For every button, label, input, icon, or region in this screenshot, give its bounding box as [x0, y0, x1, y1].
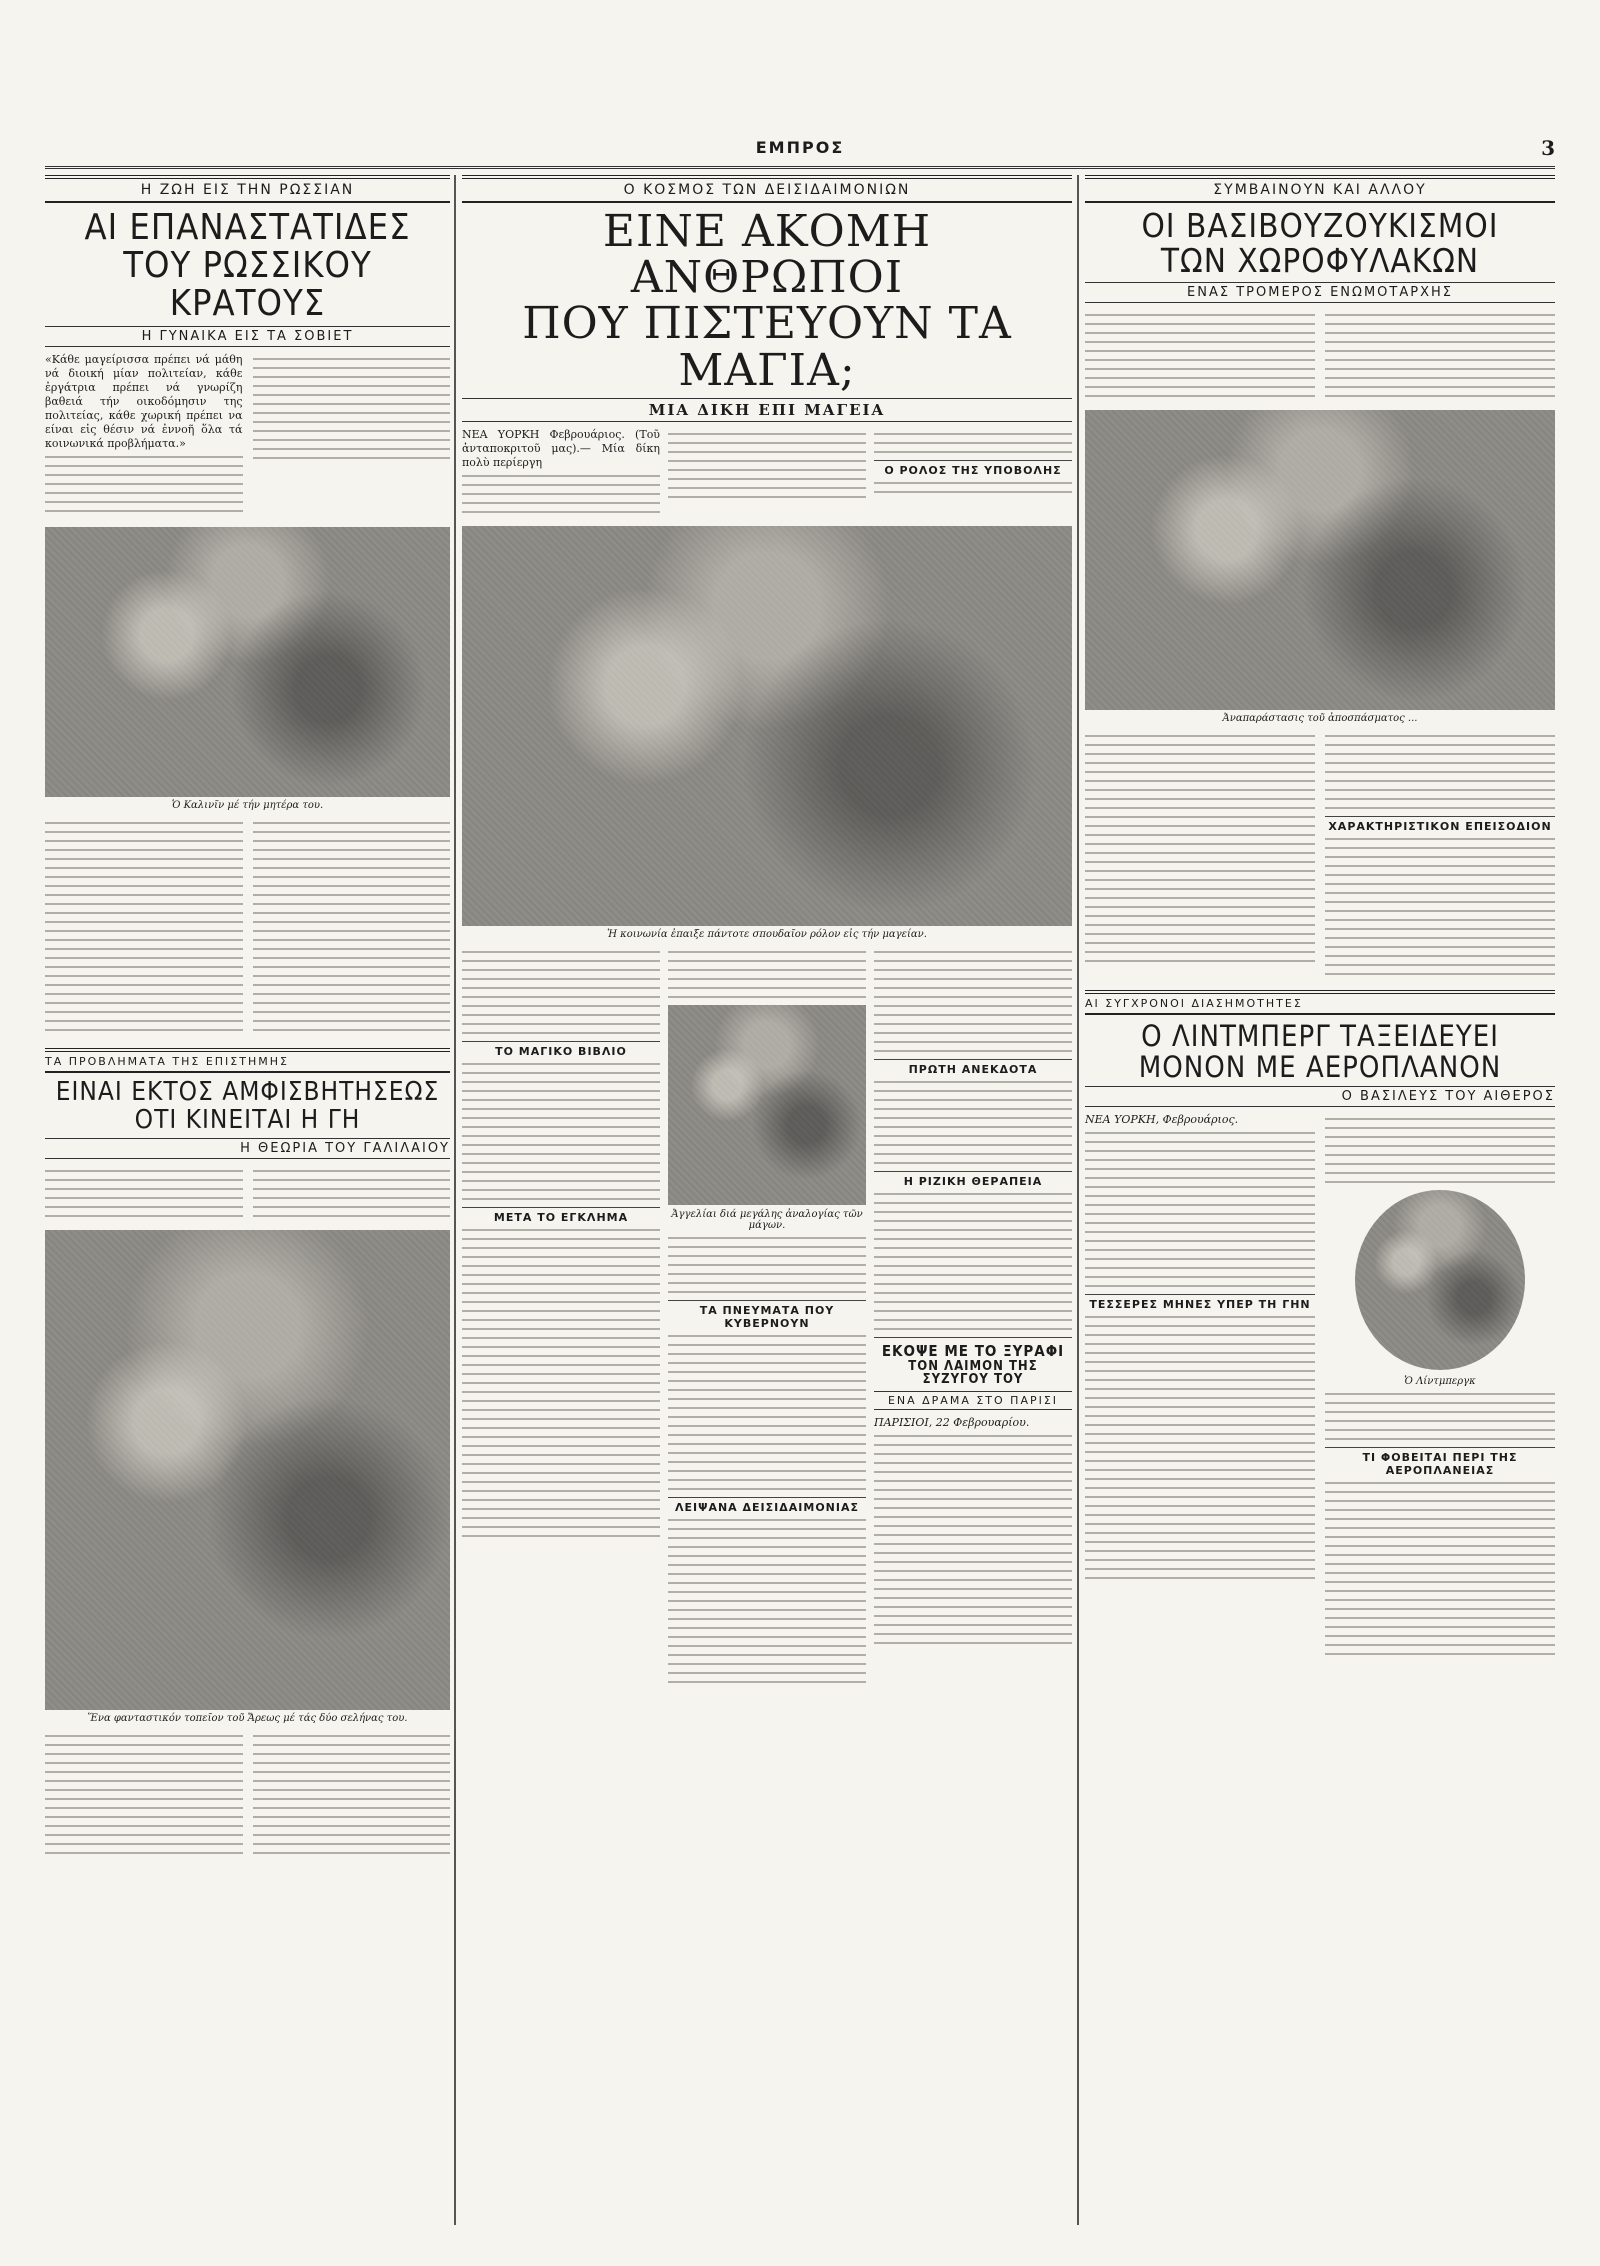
section-subheading: ΧΑΡΑΚΤΗΡΙΣΤΙΚΟΝ ΕΠΕΙΣΟΔΙΟΝ — [1325, 816, 1555, 833]
body-text — [874, 1081, 1072, 1164]
section-subheading: ΛΕΙΨΑΝΑ ΔΕΙΣΙΔΑΙΜΟΝΙΑΣ — [668, 1497, 866, 1514]
article-intro: «Κάθε μαγείρισσα πρέπει νά μάθη νά διοική μίαν πολιτείαν, κάθε ἐργάτρια πρέπει νά γνωρίζη βαθειά τήν οικοδόμησιν της πολιτείας, κάθε χωρική πρέπει να είναι εἰς θέσιν νά ἐννοῆ ὅλα τά κοινωνικά προβλήματα.» — [45, 353, 243, 451]
article-womens-revolutionaries — [45, 175, 450, 2225]
subheadline: ΜΙΑ ΔΙΚΗ ΕΠΙ ΜΑΓΕΙΑ — [462, 398, 1072, 422]
body-text — [668, 951, 866, 998]
subheadline: Η ΘΕΩΡΙΑ ΤΟΥ ΓΑΛΙΛΑΙΟΥ — [45, 1138, 450, 1159]
masthead — [45, 138, 1555, 169]
photo-kalinin — [45, 527, 450, 797]
section-subheading: Ο ΡΟΛΟΣ ΤΗΣ ΥΠΟΒΟΛΗΣ — [874, 460, 1072, 477]
section-subheading: ΜΕΤΑ ΤΟ ΕΓΚΛΗΜΑ — [462, 1207, 660, 1224]
section-subheading: ΤΟ ΜΑΓΙΚΟ ΒΙΒΛΙΟ — [462, 1041, 660, 1058]
headline: ΕΙΝΕ ΑΚΟΜΗ ΑΝΘΡΩΠΟΙ — [602, 206, 932, 304]
body-text — [45, 1165, 243, 1224]
photo-caption: Ὁ Λίντμπεργκ — [1404, 1376, 1476, 1388]
section-header: ΤΑ ΠΡΟΒΛΗΜΑΤΑ ΤΗΣ ΕΠΙΣΤΗΜΗΣ — [45, 1048, 450, 1073]
photo-caption: Ἡ κοινωνία ἐπαιξε πάντοτε σπουδαῖον ρόλον εἰς τήν μαγείαν. — [607, 928, 927, 940]
body-text — [253, 1730, 451, 1861]
body-text — [253, 353, 451, 519]
article-intro: ΝΕΑ ΥΟΡΚΗ Φεβρουάριος. (Τοῦ ἀνταποκριτοῦ μας).— Μία δίκη πολὺ περίεργη — [462, 427, 660, 469]
section-subheading: ΤΕΣΣΕΡΕΣ ΜΗΝΕΣ ΥΠΕΡ ΤΗ ΓΗΝ — [1085, 1294, 1315, 1311]
body-text — [462, 1063, 660, 1200]
headline: ΑΙ ΕΠΑΝΑΣΤΑΤΙΔΕΣ — [84, 207, 411, 248]
headline: ΕΙΝΑΙ ΕΚΤΟΣ ΑΜΦΙΣΒΗΤΗΣΕΩΣ — [55, 1077, 440, 1108]
body-text — [253, 1165, 451, 1224]
headline: ΟΙ ΒΑΣΙΒΟΥΖΟΥΚΙΣΜΟΙ — [1141, 206, 1499, 245]
article-superstitions — [462, 175, 1072, 2225]
section-subheading: ΠΡΩΤΗ ΑΝΕΚΔΟΤΑ — [874, 1059, 1072, 1076]
section-header: Ο ΚΟΣΜΟΣ ΤΩΝ ΔΕΙΣΙΔΑΙΜΟΝΙΩΝ — [462, 175, 1072, 203]
headline: ΤΩΝ ΧΩΡΟΦΥΛΑΚΩΝ — [1160, 240, 1480, 280]
body-text — [874, 951, 1072, 1052]
body-text — [1085, 1132, 1315, 1287]
body-text — [874, 482, 1072, 493]
headline: ΕΚΟΨΕ ΜΕ ΤΟ ΞΥΡΑΦΙ — [881, 1341, 1065, 1360]
body-text — [1085, 730, 1315, 982]
body-text — [668, 1237, 866, 1293]
body-text — [45, 1730, 243, 1861]
portrait-lindbergh — [1355, 1190, 1525, 1370]
section-subheading: ΤΑ ΠΝΕΥΜΑΤΑ ΠΟΥ ΚΥΒΕΡΝΟΥΝ — [668, 1300, 866, 1330]
body-text — [462, 951, 660, 1034]
column-rule — [454, 175, 456, 2225]
body-text — [45, 817, 243, 1038]
subheadline: Ο ΒΑΣΙΛΕΥΣ ΤΟΥ ΑΙΘΕΡΟΣ — [1085, 1086, 1555, 1107]
body-text — [1325, 735, 1555, 809]
headline: ΜΟΝΟΝ ΜΕ ΑΕΡΟΠΛΑΝΟΝ — [1138, 1049, 1502, 1084]
body-text — [1325, 1482, 1555, 1655]
body-text — [1325, 1118, 1555, 1183]
headline: ΤΟΥ ΡΩΣΣΙΚΟΥ ΚΡΑΤΟΥΣ — [123, 244, 372, 324]
body-text — [874, 1193, 1072, 1330]
subheadline: ΕΝΑΣ ΤΡΟΜΕΡΟΣ ΕΝΩΜΟΤΑΡΧΗΣ — [1085, 282, 1555, 303]
divider — [874, 1337, 1072, 1338]
section-header: Η ΖΩΗ ΕΙΣ ΤΗΝ ΡΩΣΣΙΑΝ — [45, 175, 450, 203]
photo-superstition-scene — [462, 526, 1072, 926]
body-text — [45, 456, 243, 512]
body-text — [668, 1335, 866, 1490]
body-text — [1325, 1393, 1555, 1440]
body-text — [668, 1519, 866, 1683]
photo-caption: Ἀγγελίαι διά μεγάλης ἀναλογίας τῶν μάγων. — [671, 1208, 863, 1231]
headline: Ο ΛΙΝΤΜΠΕΡΓ ΤΑΞΕΙΔΕΥΕΙ — [1141, 1019, 1499, 1054]
page-number: 3 — [1541, 136, 1555, 160]
body-text — [1325, 309, 1555, 404]
body-text — [1085, 1316, 1315, 1579]
body-text — [1325, 838, 1555, 975]
body-text — [253, 817, 451, 1038]
photo-caption: Ὁ Καλινῖν μέ τήν μητέρα του. — [171, 800, 324, 812]
subheadline: Η ΓΥΝΑΙΚΑ ΕΙΣ ΤΑ ΣΟΒΙΕΤ — [45, 326, 450, 347]
body-text — [462, 1229, 660, 1537]
dateline: ΝΕΑ ΥΟΡΚΗ, Φεβρουάριος. — [1085, 1113, 1239, 1127]
body-text — [874, 1435, 1072, 1644]
body-text — [874, 433, 1072, 453]
headline: ΠΟΥ ΠΙΣΤΕΥΟΥΝ ΤΑ ΜΑΓΙΑ; — [522, 298, 1012, 396]
illustration-mars-landscape — [45, 1230, 450, 1710]
dateline: ΠΑΡΙΣΙΟΙ, 22 Φεβρουαρίου. — [874, 1415, 1030, 1429]
section-subheading: ΤΙ ΦΟΒΕΙΤΑΙ ΠΕΡΙ ΤΗΣ ΑΕΡΟΠΛΑΝΕΙΑΣ — [1325, 1447, 1555, 1477]
photo-gendarmes-scene — [1085, 410, 1555, 710]
photo-magicians-ad — [668, 1005, 866, 1205]
body-text — [668, 428, 866, 520]
section-header: ΣΥΜΒΑΙΝΟΥΝ ΚΑΙ ΑΛΛΟΥ — [1085, 175, 1555, 203]
photo-caption: Ἕνα φανταστικόν τοπεῖον τοῦ Ἄρεως μέ τάς δύο σελήνας του. — [87, 1712, 408, 1724]
article-gendarmes — [1085, 175, 1555, 2225]
body-text — [462, 475, 660, 513]
photo-caption: Ἀναπαράστασις τοῦ ἀποσπάσματος ... — [1222, 713, 1418, 725]
masthead-title: ΕΜΠΡΟΣ — [755, 138, 845, 157]
body-text — [1085, 309, 1315, 404]
section-subheading: Η ΡΙΖΙΚΗ ΘΕΡΑΠΕΙΑ — [874, 1171, 1072, 1188]
column-rule — [1077, 175, 1079, 2225]
headline: ΤΟΝ ΛΑΙΜΟΝ ΤΗΣ ΣΥΖΥΓΟΥ ΤΟΥ — [908, 1358, 1038, 1388]
headline: ΟΤΙ ΚΙΝΕΙΤΑΙ Η ΓΗ — [134, 1104, 361, 1135]
section-header: ΑΙ ΣΥΓΧΡΟΝΟΙ ΔΙΑΣΗΜΟΤΗΤΕΣ — [1085, 990, 1555, 1015]
subheadline: ΕΝΑ ΔΡΑΜΑ ΣΤΟ ΠΑΡΙΣΙ — [874, 1391, 1072, 1410]
